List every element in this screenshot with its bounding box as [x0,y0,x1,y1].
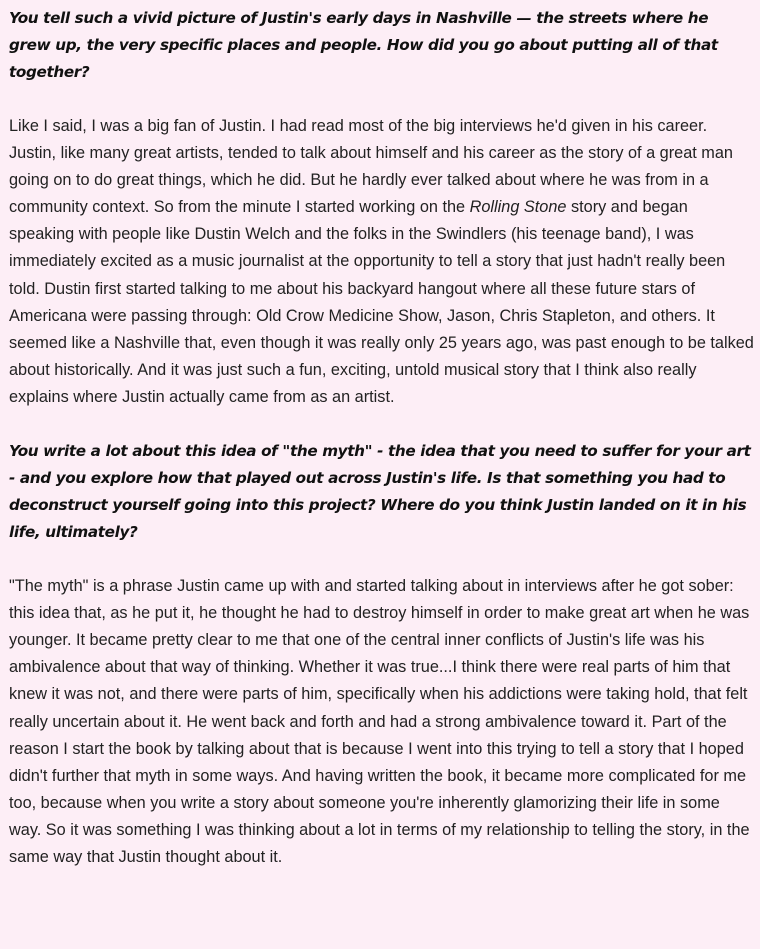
interview-question-2: You write a lot about this idea of "the myth" - the idea that you need to suffer for your art - and you explore how that played out across Justin's life. Is that something you had to deconstruct yourself going into this project? Where do you think Justin landed on it in his life, ultimately? [9,442,751,542]
answer-1-text-end: story and began speaking with people like Dustin Welch and the folks in the Swindlers (his teenage band), I was immediately excited as a music journalist at the opportunity to tell a story that just hadn't really been told. Dustin first started talking to me about his backyard hangout where all these future stars of Americana were passing through: Old Crow Medicine Show, Jason, Chris Stapleton, and others. It seemed like a Nashville that, even though it was really only 25 years ago, was past enough to be talked about historically. And it was just such a fun, exciting, untold musical story that I think also really explains where Justin actually came from as an artist. [9,198,754,406]
interview-answer-2: "The myth" is a phrase Justin came up with and started talking about in interviews after he got sober: this idea that, as he put it, he thought he had to destroy himself in order to make great art when he was younger. It became pretty clear to me that one of the central inner conflicts of Justin's life was his ambivalence about that way of thinking. Whether it was true...I think there were real parts of him that knew it was not, and there were parts of him, specifically when his addictions were taking hold, that felt really uncertain about it. He went back and forth and had a strong ambivalence toward it. Part of the reason I start the book by talking about that is because I went into this trying to tell a story that I hoped didn't further that myth in some ways. And having written the book, it became more complicated for me too, because when you write a story about someone you're inherently glamorizing their life in some way. So it was something I was thinking about a lot in terms of my relationship to telling the story, in the same way that Justin thought about it. [9,577,750,866]
interview-question-1: You tell such a vivid picture of Justin's early days in Nashville — the streets where he grew up, the very specific places and people. How did you go about putting all of that together? [9,9,718,81]
answer-1-text-start: Like I said, I was a big fan of Justin. I had read most of the big interviews he'd given in his career. Justin, like many great artists, tended to talk about himself and his career as the story of a great man going on to do great things, which he did. But he hardly ever talked about where he was from in a community context. So from the minute I started working on the [9,117,733,217]
interview-answer-1 [9,113,754,411]
publication-title-italic: Rolling Stone [469,198,567,217]
